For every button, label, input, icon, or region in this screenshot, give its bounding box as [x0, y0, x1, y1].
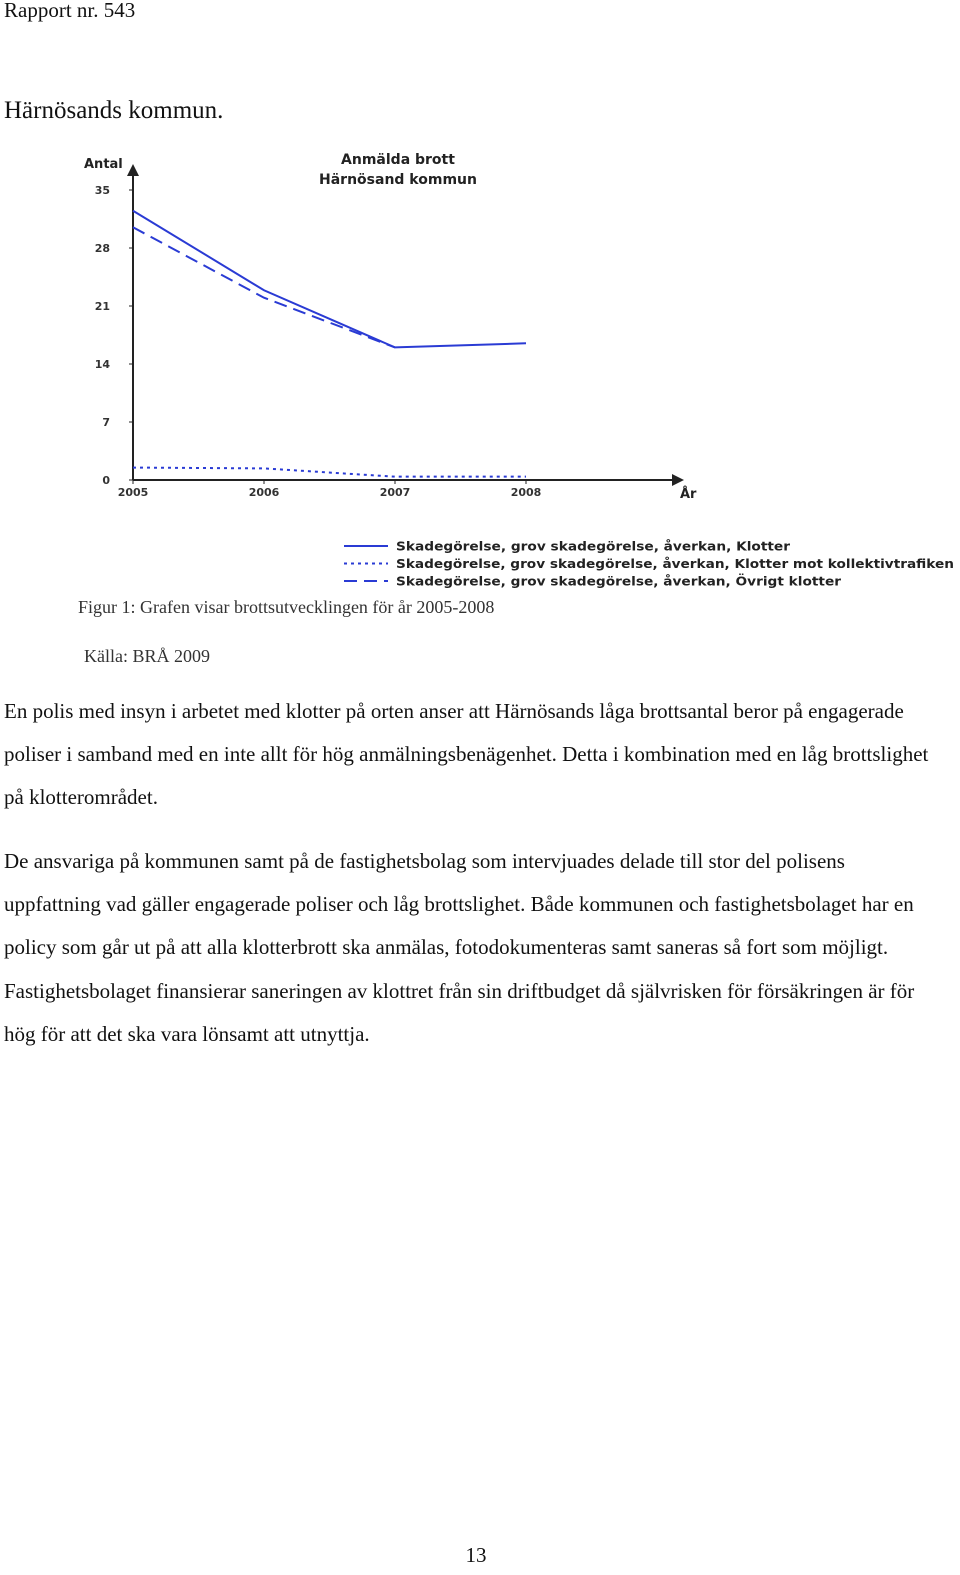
x-tick-label: 2008: [510, 486, 542, 499]
section-title: Härnösands kommun.: [4, 97, 224, 124]
y-tick-label: 35: [94, 184, 110, 197]
x-ticks: [118, 480, 542, 499]
x-axis-label: År: [680, 487, 697, 502]
chart-legend: [344, 539, 954, 589]
y-tick-label: 7: [102, 416, 110, 429]
paragraph-2: De ansvariga på kommunen samt på de fastighetsbolag som intervjuades delade till stor del polisens uppfattning vad gäller engagerade poliser och låg brottslighet. Både kommunen och fastighetsbolaget har en policy som går ut på att alla klotterbrott ska anmälas, fotodokumenteras samt saneras så fort som möjligt. Fastighetsbolaget finansierar saneringen av klottret från sin driftbudget då självrisken för försäkringen är för hög för att det ska vara lönsamt att utnyttja.: [4, 849, 915, 1046]
report-header: Rapport nr. 543: [4, 0, 136, 22]
crime-trend-chart: [60, 140, 960, 600]
legend-label-2: Skadegörelse, grov skadegörelse, åverkan, Klotter mot kollektivtrafiken: [396, 556, 954, 571]
figure-source: Källa: BRÅ 2009: [84, 646, 210, 666]
y-tick-label: 28: [94, 242, 110, 255]
paragraph-1: En polis med insyn i arbetet med klotter på orten anser att Härnösands låga brottsantal beror på engagerade poliser i samband med en inte allt för hög anmälningsbenägenhet. Detta i kombination med en låg brottslighet på klotterområdet.: [4, 699, 929, 809]
x-tick-label: 2006: [248, 486, 280, 499]
chart-title-line-1: Anmälda brott: [341, 152, 455, 168]
series-line-1: [133, 211, 526, 348]
series-lines: [133, 211, 526, 477]
x-tick-label: 2007: [379, 486, 411, 499]
y-axis-label: Antal: [84, 157, 123, 172]
chart-title-line-2: Härnösand kommun: [319, 172, 477, 188]
page-number: 13: [465, 1543, 487, 1567]
y-tick-label: 0: [102, 474, 110, 487]
x-tick-label: 2005: [117, 486, 149, 499]
legend-label-1: Skadegörelse, grov skadegörelse, åverkan, Klotter: [396, 538, 791, 554]
y-ticks: [95, 184, 133, 487]
series-line-2: [133, 468, 526, 477]
legend-label-3: Skadegörelse, grov skadegörelse, åverkan, Övrigt klotter: [396, 573, 842, 589]
figure-caption: Figur 1: Grafen visar brottsutvecklingen för år 2005-2008: [78, 597, 495, 617]
y-tick-label: 21: [94, 300, 110, 313]
y-tick-label: 14: [94, 358, 110, 371]
